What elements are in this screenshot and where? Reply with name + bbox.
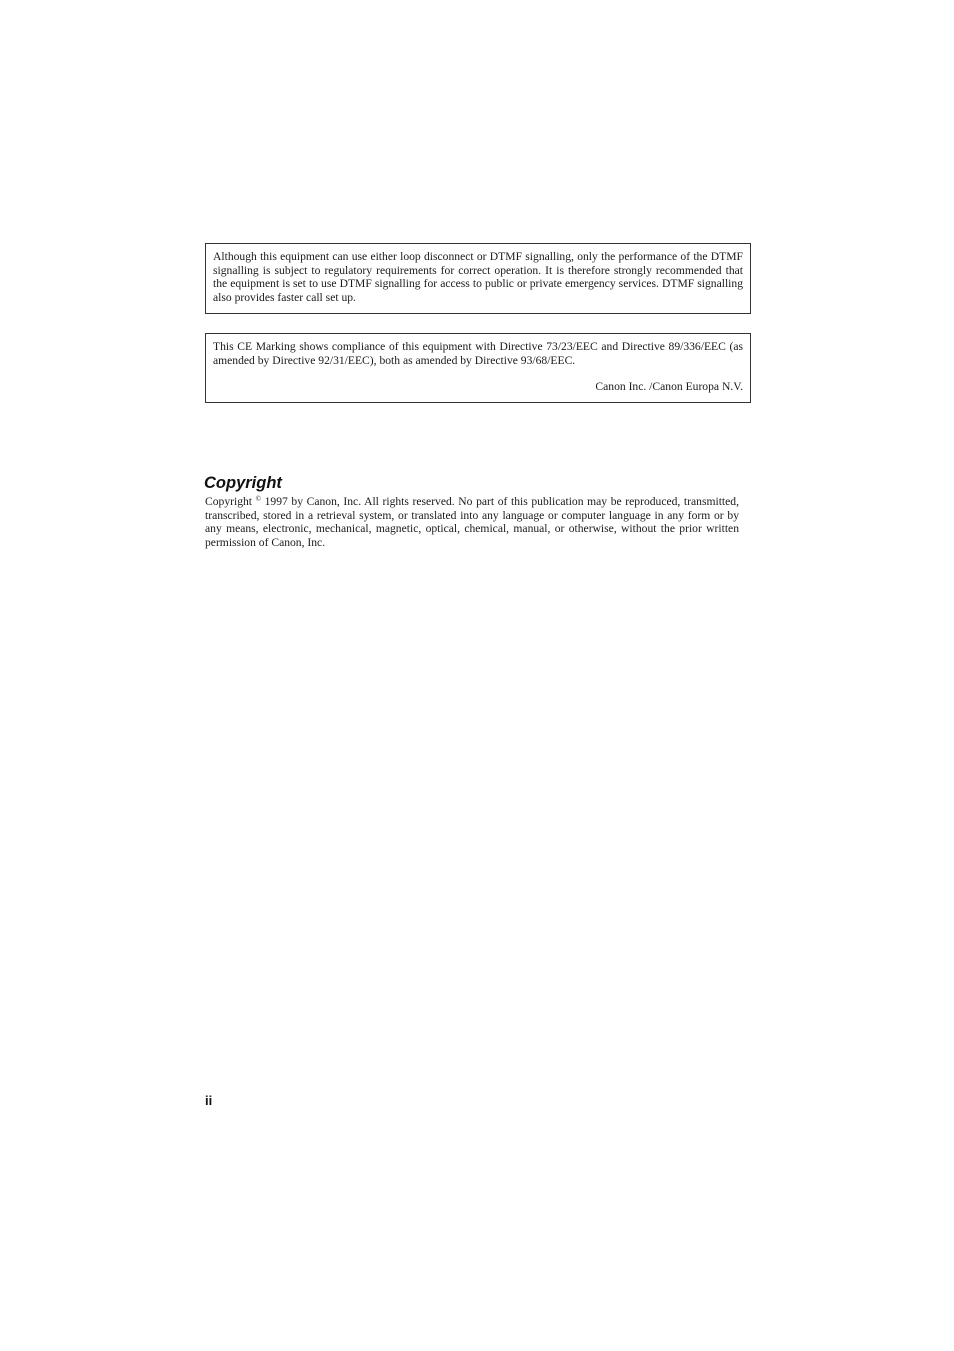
dtmf-notice-text: Although this equipment can use either loop disconnect or DTMF signalling, only the performance of the DTMF signalling is subject to regulatory requirements for correct operation. It is therefore strongly recommended that the equipment is set to use DTMF signalling for access to public or private emergency services. DTMF signalling also provides faster call set up. — [213, 250, 743, 305]
copyright-lead: Copyright — [205, 495, 253, 508]
copyright-body-text: 1997 by Canon, Inc. All rights reserved. No part of this publication may be reproduced, transmitted, transcribed, stored in a retrieval system, or translated into any language or computer language in any form or by any means, electronic, mechanical, magnetic, optical, chemical, manual, or otherwise, without the prior written permission of Canon, Inc. — [205, 495, 739, 550]
ce-marking-signature: Canon Inc. /Canon Europa N.V. — [595, 380, 743, 394]
copyright-heading: Copyright — [204, 474, 282, 492]
ce-marking-notice-box — [205, 333, 751, 403]
copyright-paragraph — [205, 495, 739, 550]
page-number: ii — [205, 1093, 213, 1108]
ce-marking-notice-text: This CE Marking shows compliance of this equipment with Directive 73/23/EEC and Directive 89/336/EEC (as amended by Directive 92/31/EEC), both as amended by Directive 93/68/EEC. — [213, 340, 743, 367]
dtmf-notice-box — [205, 243, 751, 314]
copyright-symbol: © — [255, 495, 261, 503]
